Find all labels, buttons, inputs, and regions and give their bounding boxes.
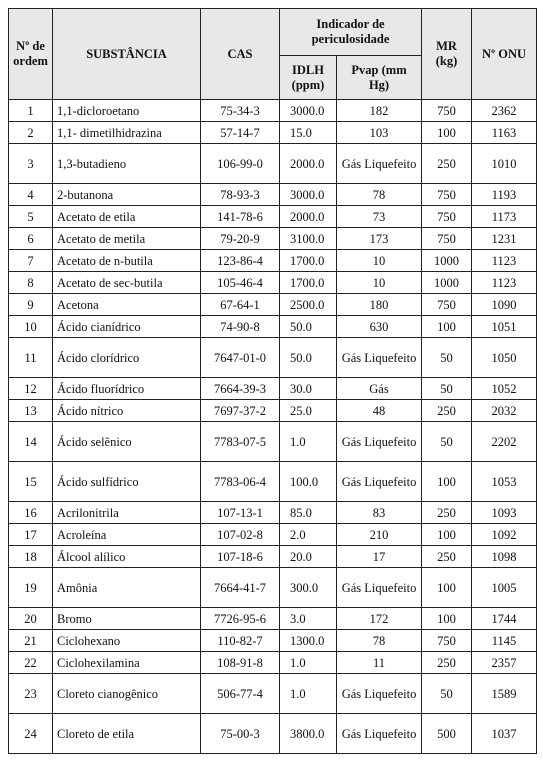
- row-idlh-cell: 1.0: [280, 652, 337, 674]
- row-cas-cell: 7726-95-6: [201, 608, 280, 630]
- table-row: [9, 568, 537, 608]
- row-onu-cell: 2032: [472, 400, 537, 422]
- row-pvap-cell: 10: [337, 272, 422, 294]
- row-cas-cell: 7647-01-0: [201, 338, 280, 378]
- row-pvap-cell: 173: [337, 228, 422, 250]
- row-idlh-cell: 3.0: [280, 608, 337, 630]
- row-order-cell: 21: [9, 630, 53, 652]
- row-order-cell: 19: [9, 568, 53, 608]
- row-pvap-cell: 48: [337, 400, 422, 422]
- row-idlh-cell: 20.0: [280, 546, 337, 568]
- row-cas-cell: 74-90-8: [201, 316, 280, 338]
- row-onu-cell: 1145: [472, 630, 537, 652]
- row-pvap-cell: 182: [337, 100, 422, 122]
- row-onu-cell: 1010: [472, 144, 537, 184]
- row-substance-cell: 1,3-butadieno: [53, 144, 201, 184]
- table-row: [9, 122, 537, 144]
- row-substance-cell: Ácido sulfídrico: [53, 462, 201, 502]
- row-pvap-cell: 180: [337, 294, 422, 316]
- row-order-cell: 17: [9, 524, 53, 546]
- row-cas-cell: 67-64-1: [201, 294, 280, 316]
- row-substance-cell: Acetato de metila: [53, 228, 201, 250]
- table-row: [9, 400, 537, 422]
- row-substance-cell: Ácido fluorídrico: [53, 378, 201, 400]
- row-substance-cell: Ciclohexilamina: [53, 652, 201, 674]
- row-substance-cell: Bromo: [53, 608, 201, 630]
- row-onu-cell: 1744: [472, 608, 537, 630]
- table-row: [9, 714, 537, 754]
- header-onu: Nº ONU: [472, 9, 537, 100]
- row-pvap-cell: 11: [337, 652, 422, 674]
- table-header: [9, 9, 537, 100]
- row-mr-cell: 100: [422, 462, 472, 502]
- row-order-cell: 10: [9, 316, 53, 338]
- row-substance-cell: Ácido selênico: [53, 422, 201, 462]
- row-onu-cell: 2362: [472, 100, 537, 122]
- header-idlh: IDLH (ppm): [280, 56, 337, 100]
- row-onu-cell: 1051: [472, 316, 537, 338]
- row-order-cell: 14: [9, 422, 53, 462]
- row-pvap-cell: 73: [337, 206, 422, 228]
- row-order-cell: 24: [9, 714, 53, 754]
- row-pvap-cell: 10: [337, 250, 422, 272]
- row-pvap-cell: Gás Liquefeito: [337, 338, 422, 378]
- row-pvap-cell: 83: [337, 502, 422, 524]
- row-onu-cell: 1123: [472, 250, 537, 272]
- table-row: [9, 422, 537, 462]
- row-cas-cell: 78-93-3: [201, 184, 280, 206]
- row-substance-cell: Ácido cianídrico: [53, 316, 201, 338]
- row-order-cell: 22: [9, 652, 53, 674]
- row-mr-cell: 100: [422, 122, 472, 144]
- row-pvap-cell: 103: [337, 122, 422, 144]
- table-row: [9, 502, 537, 524]
- row-mr-cell: 50: [422, 674, 472, 714]
- row-mr-cell: 500: [422, 714, 472, 754]
- row-idlh-cell: 1300.0: [280, 630, 337, 652]
- table-row: [9, 294, 537, 316]
- row-substance-cell: Ciclohexano: [53, 630, 201, 652]
- row-order-cell: 2: [9, 122, 53, 144]
- table-row: [9, 338, 537, 378]
- row-pvap-cell: 210: [337, 524, 422, 546]
- row-onu-cell: 1093: [472, 502, 537, 524]
- row-order-cell: 4: [9, 184, 53, 206]
- row-mr-cell: 1000: [422, 272, 472, 294]
- row-mr-cell: 250: [422, 546, 472, 568]
- row-substance-cell: Ácido nítrico: [53, 400, 201, 422]
- row-onu-cell: 1005: [472, 568, 537, 608]
- row-substance-cell: 1,1-dicloroetano: [53, 100, 201, 122]
- row-mr-cell: 100: [422, 316, 472, 338]
- row-order-cell: 12: [9, 378, 53, 400]
- row-order-cell: 5: [9, 206, 53, 228]
- table-row: [9, 630, 537, 652]
- row-idlh-cell: 3100.0: [280, 228, 337, 250]
- row-order-cell: 16: [9, 502, 53, 524]
- row-order-cell: 18: [9, 546, 53, 568]
- row-order-cell: 11: [9, 338, 53, 378]
- row-mr-cell: 100: [422, 608, 472, 630]
- row-idlh-cell: 3800.0: [280, 714, 337, 754]
- header-cas: CAS: [201, 9, 280, 100]
- row-idlh-cell: 50.0: [280, 338, 337, 378]
- row-onu-cell: 1193: [472, 184, 537, 206]
- row-idlh-cell: 30.0: [280, 378, 337, 400]
- row-mr-cell: 750: [422, 294, 472, 316]
- row-substance-cell: 2-butanona: [53, 184, 201, 206]
- row-pvap-cell: Gás Liquefeito: [337, 462, 422, 502]
- row-mr-cell: 50: [422, 378, 472, 400]
- row-substance-cell: Amônia: [53, 568, 201, 608]
- table-row: [9, 316, 537, 338]
- row-cas-cell: 108-91-8: [201, 652, 280, 674]
- row-mr-cell: 100: [422, 524, 472, 546]
- row-onu-cell: 2357: [472, 652, 537, 674]
- row-idlh-cell: 2000.0: [280, 144, 337, 184]
- table-body: [9, 100, 537, 754]
- row-cas-cell: 110-82-7: [201, 630, 280, 652]
- row-cas-cell: 107-13-1: [201, 502, 280, 524]
- row-cas-cell: 7783-06-4: [201, 462, 280, 502]
- row-onu-cell: 1123: [472, 272, 537, 294]
- row-mr-cell: 750: [422, 228, 472, 250]
- row-idlh-cell: 100.0: [280, 462, 337, 502]
- row-pvap-cell: Gás Liquefeito: [337, 714, 422, 754]
- substances-table: [8, 8, 537, 754]
- row-idlh-cell: 50.0: [280, 316, 337, 338]
- row-idlh-cell: 3000.0: [280, 100, 337, 122]
- row-substance-cell: Acroleína: [53, 524, 201, 546]
- row-mr-cell: 750: [422, 206, 472, 228]
- row-mr-cell: 250: [422, 502, 472, 524]
- row-substance-cell: Acetona: [53, 294, 201, 316]
- row-substance-cell: Acetato de etila: [53, 206, 201, 228]
- row-onu-cell: 1092: [472, 524, 537, 546]
- row-cas-cell: 7697-37-2: [201, 400, 280, 422]
- row-idlh-cell: 3000.0: [280, 184, 337, 206]
- table-row: [9, 462, 537, 502]
- row-onu-cell: 1098: [472, 546, 537, 568]
- row-cas-cell: 7783-07-5: [201, 422, 280, 462]
- row-mr-cell: 50: [422, 338, 472, 378]
- row-idlh-cell: 1.0: [280, 422, 337, 462]
- row-cas-cell: 105-46-4: [201, 272, 280, 294]
- row-mr-cell: 750: [422, 184, 472, 206]
- row-order-cell: 7: [9, 250, 53, 272]
- row-cas-cell: 506-77-4: [201, 674, 280, 714]
- row-idlh-cell: 1700.0: [280, 250, 337, 272]
- row-substance-cell: Acetato de n-butila: [53, 250, 201, 272]
- row-onu-cell: 1050: [472, 338, 537, 378]
- row-substance-cell: 1,1- dimetilhidrazina: [53, 122, 201, 144]
- row-cas-cell: 75-34-3: [201, 100, 280, 122]
- row-idlh-cell: 2.0: [280, 524, 337, 546]
- row-idlh-cell: 1.0: [280, 674, 337, 714]
- row-cas-cell: 106-99-0: [201, 144, 280, 184]
- row-pvap-cell: 78: [337, 630, 422, 652]
- row-idlh-cell: 2000.0: [280, 206, 337, 228]
- header-order: Nº de ordem: [9, 9, 53, 100]
- header-pvap: Pvap (mm Hg): [337, 56, 422, 100]
- table-row: [9, 608, 537, 630]
- row-pvap-cell: Gás Liquefeito: [337, 674, 422, 714]
- row-onu-cell: 1163: [472, 122, 537, 144]
- table-row: [9, 206, 537, 228]
- header-mr: MR (kg): [422, 9, 472, 100]
- row-order-cell: 3: [9, 144, 53, 184]
- row-substance-cell: Acetato de sec-butila: [53, 272, 201, 294]
- row-cas-cell: 123-86-4: [201, 250, 280, 272]
- row-mr-cell: 250: [422, 652, 472, 674]
- table-row: [9, 250, 537, 272]
- row-pvap-cell: Gás: [337, 378, 422, 400]
- row-idlh-cell: 15.0: [280, 122, 337, 144]
- row-onu-cell: 1589: [472, 674, 537, 714]
- row-mr-cell: 250: [422, 144, 472, 184]
- row-order-cell: 23: [9, 674, 53, 714]
- row-order-cell: 1: [9, 100, 53, 122]
- row-cas-cell: 107-18-6: [201, 546, 280, 568]
- row-pvap-cell: Gás Liquefeito: [337, 144, 422, 184]
- row-onu-cell: 1090: [472, 294, 537, 316]
- table-row: [9, 674, 537, 714]
- header-indicator: Indicador de periculosidade: [280, 9, 422, 56]
- table-row: [9, 184, 537, 206]
- row-order-cell: 8: [9, 272, 53, 294]
- row-onu-cell: 1231: [472, 228, 537, 250]
- row-cas-cell: 7664-41-7: [201, 568, 280, 608]
- row-mr-cell: 250: [422, 400, 472, 422]
- row-pvap-cell: Gás Liquefeito: [337, 568, 422, 608]
- row-mr-cell: 50: [422, 422, 472, 462]
- row-pvap-cell: 78: [337, 184, 422, 206]
- row-cas-cell: 75-00-3: [201, 714, 280, 754]
- table-row: [9, 144, 537, 184]
- row-order-cell: 20: [9, 608, 53, 630]
- table-row: [9, 652, 537, 674]
- table-row: [9, 378, 537, 400]
- row-pvap-cell: 17: [337, 546, 422, 568]
- row-pvap-cell: Gás Liquefeito: [337, 422, 422, 462]
- row-idlh-cell: 2500.0: [280, 294, 337, 316]
- row-cas-cell: 79-20-9: [201, 228, 280, 250]
- row-cas-cell: 7664-39-3: [201, 378, 280, 400]
- row-onu-cell: 2202: [472, 422, 537, 462]
- row-onu-cell: 1173: [472, 206, 537, 228]
- header-substance: SUBSTÂNCIA: [53, 9, 201, 100]
- row-order-cell: 6: [9, 228, 53, 250]
- row-order-cell: 13: [9, 400, 53, 422]
- row-substance-cell: Ácido clorídrico: [53, 338, 201, 378]
- row-cas-cell: 141-78-6: [201, 206, 280, 228]
- row-pvap-cell: 172: [337, 608, 422, 630]
- row-mr-cell: 750: [422, 630, 472, 652]
- row-idlh-cell: 25.0: [280, 400, 337, 422]
- row-mr-cell: 1000: [422, 250, 472, 272]
- table-row: [9, 272, 537, 294]
- row-substance-cell: Cloreto cianogênico: [53, 674, 201, 714]
- row-mr-cell: 100: [422, 568, 472, 608]
- row-idlh-cell: 1700.0: [280, 272, 337, 294]
- row-mr-cell: 750: [422, 100, 472, 122]
- row-cas-cell: 57-14-7: [201, 122, 280, 144]
- row-idlh-cell: 300.0: [280, 568, 337, 608]
- row-order-cell: 15: [9, 462, 53, 502]
- row-idlh-cell: 85.0: [280, 502, 337, 524]
- table-row: [9, 546, 537, 568]
- row-onu-cell: 1053: [472, 462, 537, 502]
- row-substance-cell: Álcool alílico: [53, 546, 201, 568]
- row-cas-cell: 107-02-8: [201, 524, 280, 546]
- row-substance-cell: Acrilonitrila: [53, 502, 201, 524]
- row-order-cell: 9: [9, 294, 53, 316]
- table-row: [9, 524, 537, 546]
- row-onu-cell: 1052: [472, 378, 537, 400]
- row-pvap-cell: 630: [337, 316, 422, 338]
- row-onu-cell: 1037: [472, 714, 537, 754]
- table-row: [9, 228, 537, 250]
- table-row: [9, 100, 537, 122]
- row-substance-cell: Cloreto de etila: [53, 714, 201, 754]
